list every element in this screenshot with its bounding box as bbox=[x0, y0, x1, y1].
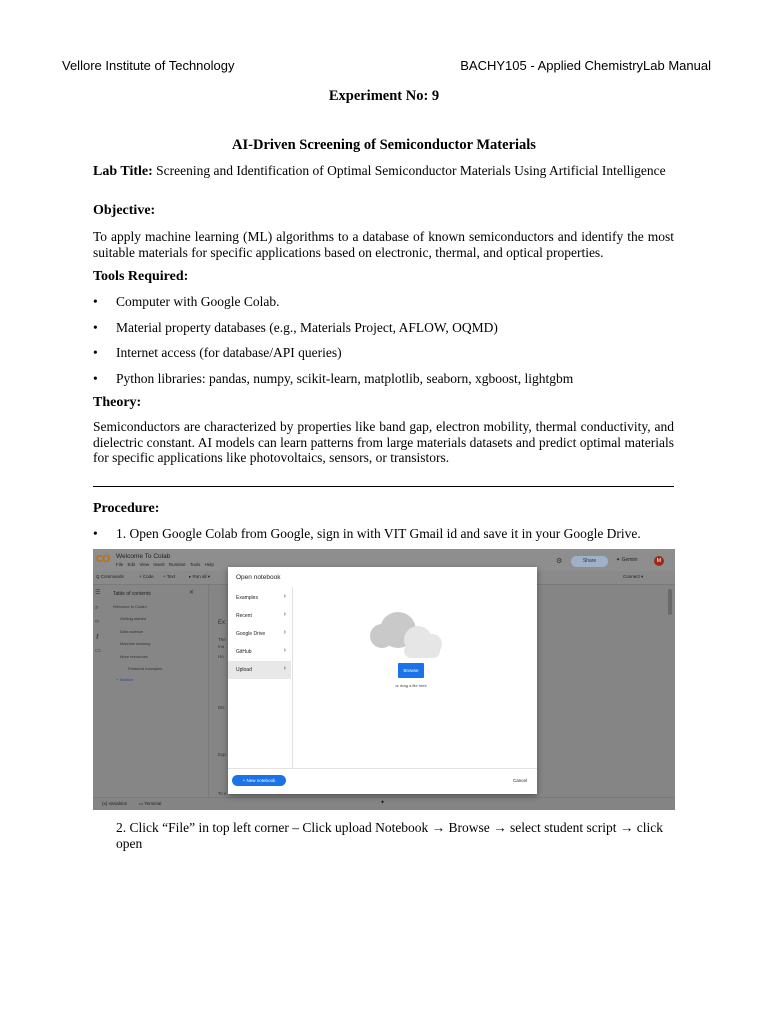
add-section-button: + Section bbox=[116, 677, 133, 682]
colab-logo: CO bbox=[96, 554, 109, 565]
notebook-name: Welcome To Colab bbox=[116, 553, 171, 560]
add-code-button: + Code bbox=[139, 574, 154, 579]
toc-item: More resources bbox=[120, 654, 148, 659]
dialog-item-recent: Recent › bbox=[236, 611, 286, 619]
main-fragment: To s bbox=[218, 791, 227, 796]
folder-icon: ▭ bbox=[95, 648, 101, 654]
colab-screenshot bbox=[93, 549, 675, 810]
header-institute: Vellore Institute of Technology bbox=[62, 58, 235, 73]
objective-heading: Objective: bbox=[93, 203, 156, 218]
procedure-step-2: 2. Click “File” in top left corner – Click upload Notebook → Browse → select student script → click open bbox=[116, 820, 664, 851]
cloud-upload-icon bbox=[368, 602, 458, 662]
variables-button: {x} Variables bbox=[102, 801, 127, 806]
lab-title-text: Screening and Identification of Optimal Semiconductor Materials Using Artificial Intelligence bbox=[156, 163, 666, 178]
lab-title-label: Lab Title: bbox=[93, 164, 153, 179]
toc-item: Getting started bbox=[120, 616, 147, 621]
sparkle-icon: ✦ bbox=[380, 800, 386, 806]
theory-heading: Theory: bbox=[93, 395, 142, 410]
lab-title bbox=[93, 163, 674, 180]
chevron-right-icon: › bbox=[283, 629, 286, 636]
list-item: • Internet access (for database/API queries) bbox=[93, 345, 674, 371]
new-notebook-button: + New notebook bbox=[232, 775, 286, 786]
browse-button: Browse bbox=[398, 663, 424, 678]
commands-button: Q Commands bbox=[96, 574, 124, 579]
chevron-right-icon: › bbox=[283, 647, 286, 654]
experiment-title: AI-Driven Screening of Semiconductor Materials bbox=[232, 137, 536, 153]
main-fragment: The bbox=[218, 637, 226, 642]
theory-text: Semiconductors are characterized by properties like band gap, electron mobility, thermal conductivity, and dielectric constant. AI models can learn patterns from large materials datasets and predict optimal materials for specific applications like photovoltaics, sensors, or transistors. bbox=[93, 419, 674, 465]
experiment-number: Experiment No: 9 bbox=[328, 88, 440, 104]
toc-item: Featured examples bbox=[128, 666, 163, 671]
tools-list bbox=[93, 294, 674, 396]
dialog-item-upload: Upload › bbox=[228, 661, 291, 679]
list-item: • Python libraries: pandas, numpy, scikit-learn, matplotlib, seaborn, xgboost, lightgbm bbox=[93, 371, 674, 397]
toc-item: Welcome to Colab! bbox=[113, 604, 147, 609]
tools-heading: Tools Required: bbox=[93, 269, 189, 284]
list-item: • Material property databases (e.g., Materials Project, AFLOW, OQMD) bbox=[93, 320, 674, 346]
divider bbox=[93, 486, 674, 487]
chevron-right-icon: › bbox=[283, 665, 286, 672]
dialog-item-google-drive: Google Drive › bbox=[236, 629, 286, 637]
drag-hint: or drag a file here bbox=[395, 683, 427, 688]
colab-statusbar bbox=[93, 797, 675, 810]
connect-button: Connect ▾ bbox=[623, 574, 644, 579]
table-of-contents bbox=[107, 585, 209, 797]
scrollbar bbox=[668, 589, 672, 615]
search-icon: ⌕ bbox=[95, 605, 99, 611]
main-fragment: Ho bbox=[218, 654, 224, 659]
avatar: M bbox=[654, 556, 664, 566]
dialog-sidebar bbox=[228, 587, 293, 769]
dialog-title: Open notebook bbox=[236, 574, 281, 581]
procedure-step-1: • 1. Open Google Colab from Google, sign in with VIT Gmail id and save it in your Google Drive. bbox=[93, 526, 674, 552]
main-fragment: Ex bbox=[218, 620, 226, 626]
close-icon: ✕ bbox=[189, 590, 195, 596]
toc-item: Machine learning bbox=[120, 641, 151, 646]
toc-icon: ☰ bbox=[95, 590, 101, 596]
header-course: BACHY105 - Applied ChemistryLab Manual bbox=[460, 58, 711, 73]
dialog-footer-divider bbox=[228, 768, 537, 769]
code-icon: ‹› bbox=[95, 619, 99, 625]
open-notebook-dialog bbox=[228, 567, 537, 794]
run-all-button: ▸ Run all ▾ bbox=[189, 574, 211, 579]
colab-sidebar bbox=[93, 585, 107, 797]
key-icon: ⚷ bbox=[95, 634, 100, 640]
terminal-button: ▭ Terminal bbox=[139, 801, 162, 806]
gemini-button: ✦ Gemini bbox=[616, 557, 638, 563]
procedure-list bbox=[93, 526, 674, 552]
toc-item: Data science bbox=[120, 629, 144, 634]
toc-title: Table of contents bbox=[113, 591, 151, 597]
procedure-heading: Procedure: bbox=[93, 501, 160, 516]
main-fragment: mu bbox=[218, 644, 225, 649]
chevron-right-icon: › bbox=[283, 593, 286, 600]
gear-icon: ⚙ bbox=[556, 558, 563, 565]
dialog-item-examples: Examples › bbox=[236, 593, 286, 601]
main-fragment: Dis bbox=[218, 705, 225, 710]
chevron-right-icon: › bbox=[283, 611, 286, 618]
cancel-button: Cancel bbox=[512, 778, 527, 783]
menu-bar: File Edit View Insert Runtime Tools Help bbox=[116, 562, 214, 567]
add-text-button: + Text bbox=[163, 574, 176, 579]
share-button: Share bbox=[571, 556, 608, 567]
objective-text: To apply machine learning (ML) algorithms to a database of known semiconductors and identify the most suitable materials for specific applications based on electronic, thermal, and optical properties. bbox=[93, 229, 674, 260]
dialog-item-github: GitHub › bbox=[236, 647, 286, 655]
list-item: • Computer with Google Colab. bbox=[93, 294, 674, 320]
main-fragment: Exp bbox=[218, 752, 226, 757]
